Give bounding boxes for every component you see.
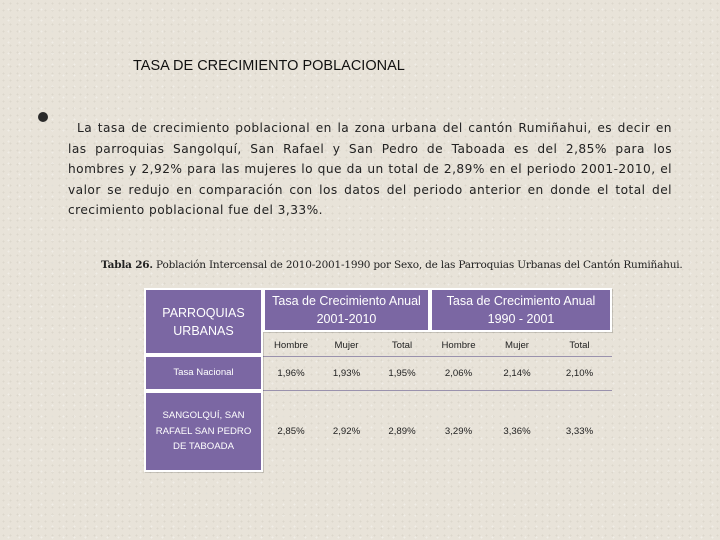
row-label-sangolqui: SANGOLQUÍ, SAN RAFAEL SAN PEDRO DE TABOADA	[144, 391, 263, 472]
table-cell: 2,10%	[565, 368, 594, 379]
group-header-2001-2010: Tasa de Crecimiento Anual 2001-2010	[263, 288, 430, 332]
subheader-mujer-1: Mujer	[334, 339, 359, 351]
table-cell: 1,96%	[277, 368, 305, 379]
table-caption	[101, 259, 683, 271]
caption-text: Población Intercensal de 2010-2001-1990 por Sexo, de las Parroquias Urbanas del Cantón Rumiñahui.	[156, 259, 683, 271]
table-cell: 2,14%	[503, 368, 531, 379]
column-header-parroquias: PARROQUIAS URBANAS	[144, 288, 263, 355]
subheader-hombre-2: Hombre	[441, 339, 476, 351]
subheader-total-1: Total	[391, 339, 413, 351]
table-cell: 2,85%	[277, 426, 305, 437]
bullet-icon	[38, 112, 48, 122]
paragraph-text: La tasa de crecimiento poblacional en la zona urbana del cantón Rumiñahui, es decir en las parroquias Sangolquí, San Rafael y San Pedro de Taboada es del 2,85% para los hombres y 2,92% para las mujeres lo que da un total de 2,89% en el periodo 2001-2010, el valor se redujo en comparación con los datos del periodo anterior en donde el total del crecimiento poblacional fue del 3,33%.	[68, 121, 672, 217]
caption-number: Tabla 26.	[101, 259, 153, 271]
subheader-hombre-1: Hombre	[273, 339, 309, 351]
table-cell: 2,92%	[332, 426, 361, 437]
slide-title: TASA DE CRECIMIENTO POBLACIONAL	[133, 58, 405, 74]
table-cell: 3,29%	[444, 426, 473, 437]
table-cell: 3,33%	[565, 426, 594, 437]
table-cell: 1,93%	[332, 368, 361, 379]
table-cell: 2,89%	[388, 426, 416, 437]
row-label-tasa-nacional: Tasa Nacional	[144, 355, 263, 391]
table-cell: 3,36%	[503, 426, 531, 437]
group-header-1990-2001: Tasa de Crecimiento Anual 1990 - 2001	[430, 288, 612, 332]
subheader-mujer-2: Mujer	[505, 339, 529, 351]
table-cell: 1,95%	[388, 368, 416, 379]
subheader-total-2: Total	[569, 339, 590, 351]
paragraph	[68, 118, 672, 221]
table-cell: 2,06%	[444, 368, 473, 379]
